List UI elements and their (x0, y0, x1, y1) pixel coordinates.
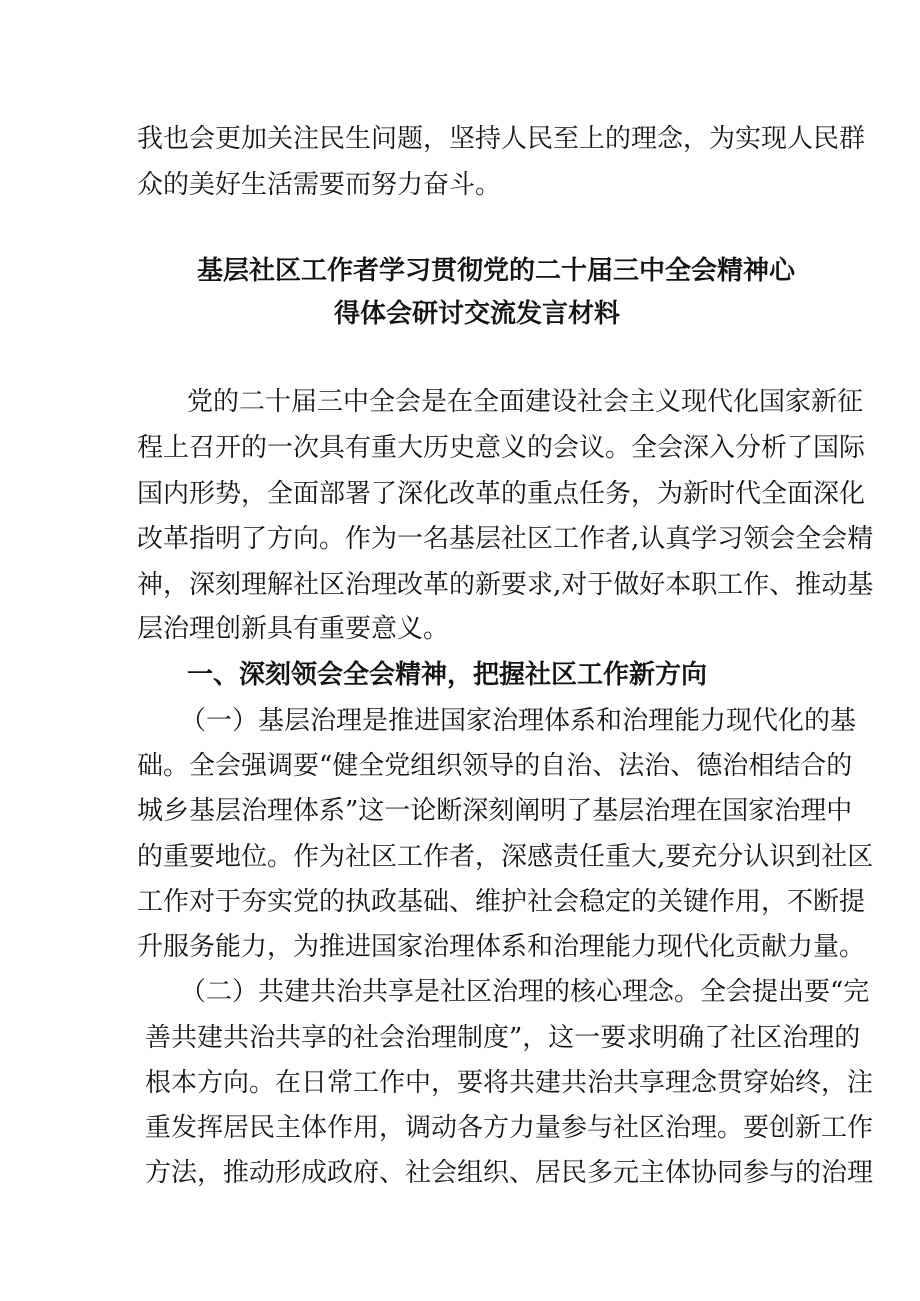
intro-line-1: 我也会更加关注民生问题，坚持人民至上的理念，为实现人民群 (137, 124, 866, 154)
sub2-line-3: 根本方向。在日常工作中，要将共建共治共享理念贯穿始终，注 (145, 1068, 874, 1098)
sub1-line-4: 的重要地位。作为社区工作者，深感责任重大,要充分认识到社区 (137, 842, 874, 872)
sub2-line-4: 重发挥居民主体作用，调动各方力量参与社区治理。要创新工作 (145, 1113, 874, 1143)
section-heading: 一、深刻领会全会精神，把握社区工作新方向 (187, 660, 708, 690)
body-line-2: 程上召开的一次具有重大历史意义的会议。全会深入分析了国际 (137, 433, 866, 463)
body-line-3: 国内形势，全面部署了深化改革的重点任务，为新时代全面深化 (137, 479, 866, 509)
intro-line-2: 众的美好生活需要而努力奋斗。 (137, 170, 502, 200)
body-line-1: 党的二十届三中全会是在全面建设社会主义现代化国家新征 (187, 387, 864, 417)
sub1-line-2: 础。全会强调要“健全党组织领导的自治、法治、德治相结合的 (137, 751, 853, 781)
sub1-line-5: 工作对于夯实党的执政基础、维护社会稳定的关键作用，不断提 (137, 887, 866, 917)
body-line-6: 层治理创新具有重要意义。 (137, 614, 450, 644)
body-line-5: 神，深刻理解社区治理改革的新要求,对于做好本职工作、推动基 (137, 570, 874, 600)
sub1-line-6: 升服务能力，为推进国家治理体系和治理能力现代化贡献力量。 (137, 932, 866, 962)
sub1-line-3: 城乡基层治理体系”这一论断深刻阐明了基层治理在国家治理中 (137, 796, 853, 826)
sub2-line-1: （二）共建共治共享是社区治理的核心理念。全会提出要“完 (180, 977, 870, 1007)
body-line-4: 改革指明了方向。作为一名基层社区工作者,认真学习领会全会精 (137, 524, 874, 554)
document-title-line-1: 基层社区工作者学习贯彻党的二十届三中全会精神心 (197, 256, 796, 286)
sub2-line-5: 方法，推动形成政府、社会组织、居民多元主体协同参与的治理 (145, 1158, 874, 1188)
document-title-line-2: 得体会研讨交流发言材料 (334, 299, 621, 329)
sub1-line-1: （一）基层治理是推进国家治理体系和治理能力现代化的基 (180, 706, 857, 736)
sub2-line-2: 善共建共治共享的社会治理制度”，这一要求明确了社区治理的 (145, 1023, 861, 1053)
